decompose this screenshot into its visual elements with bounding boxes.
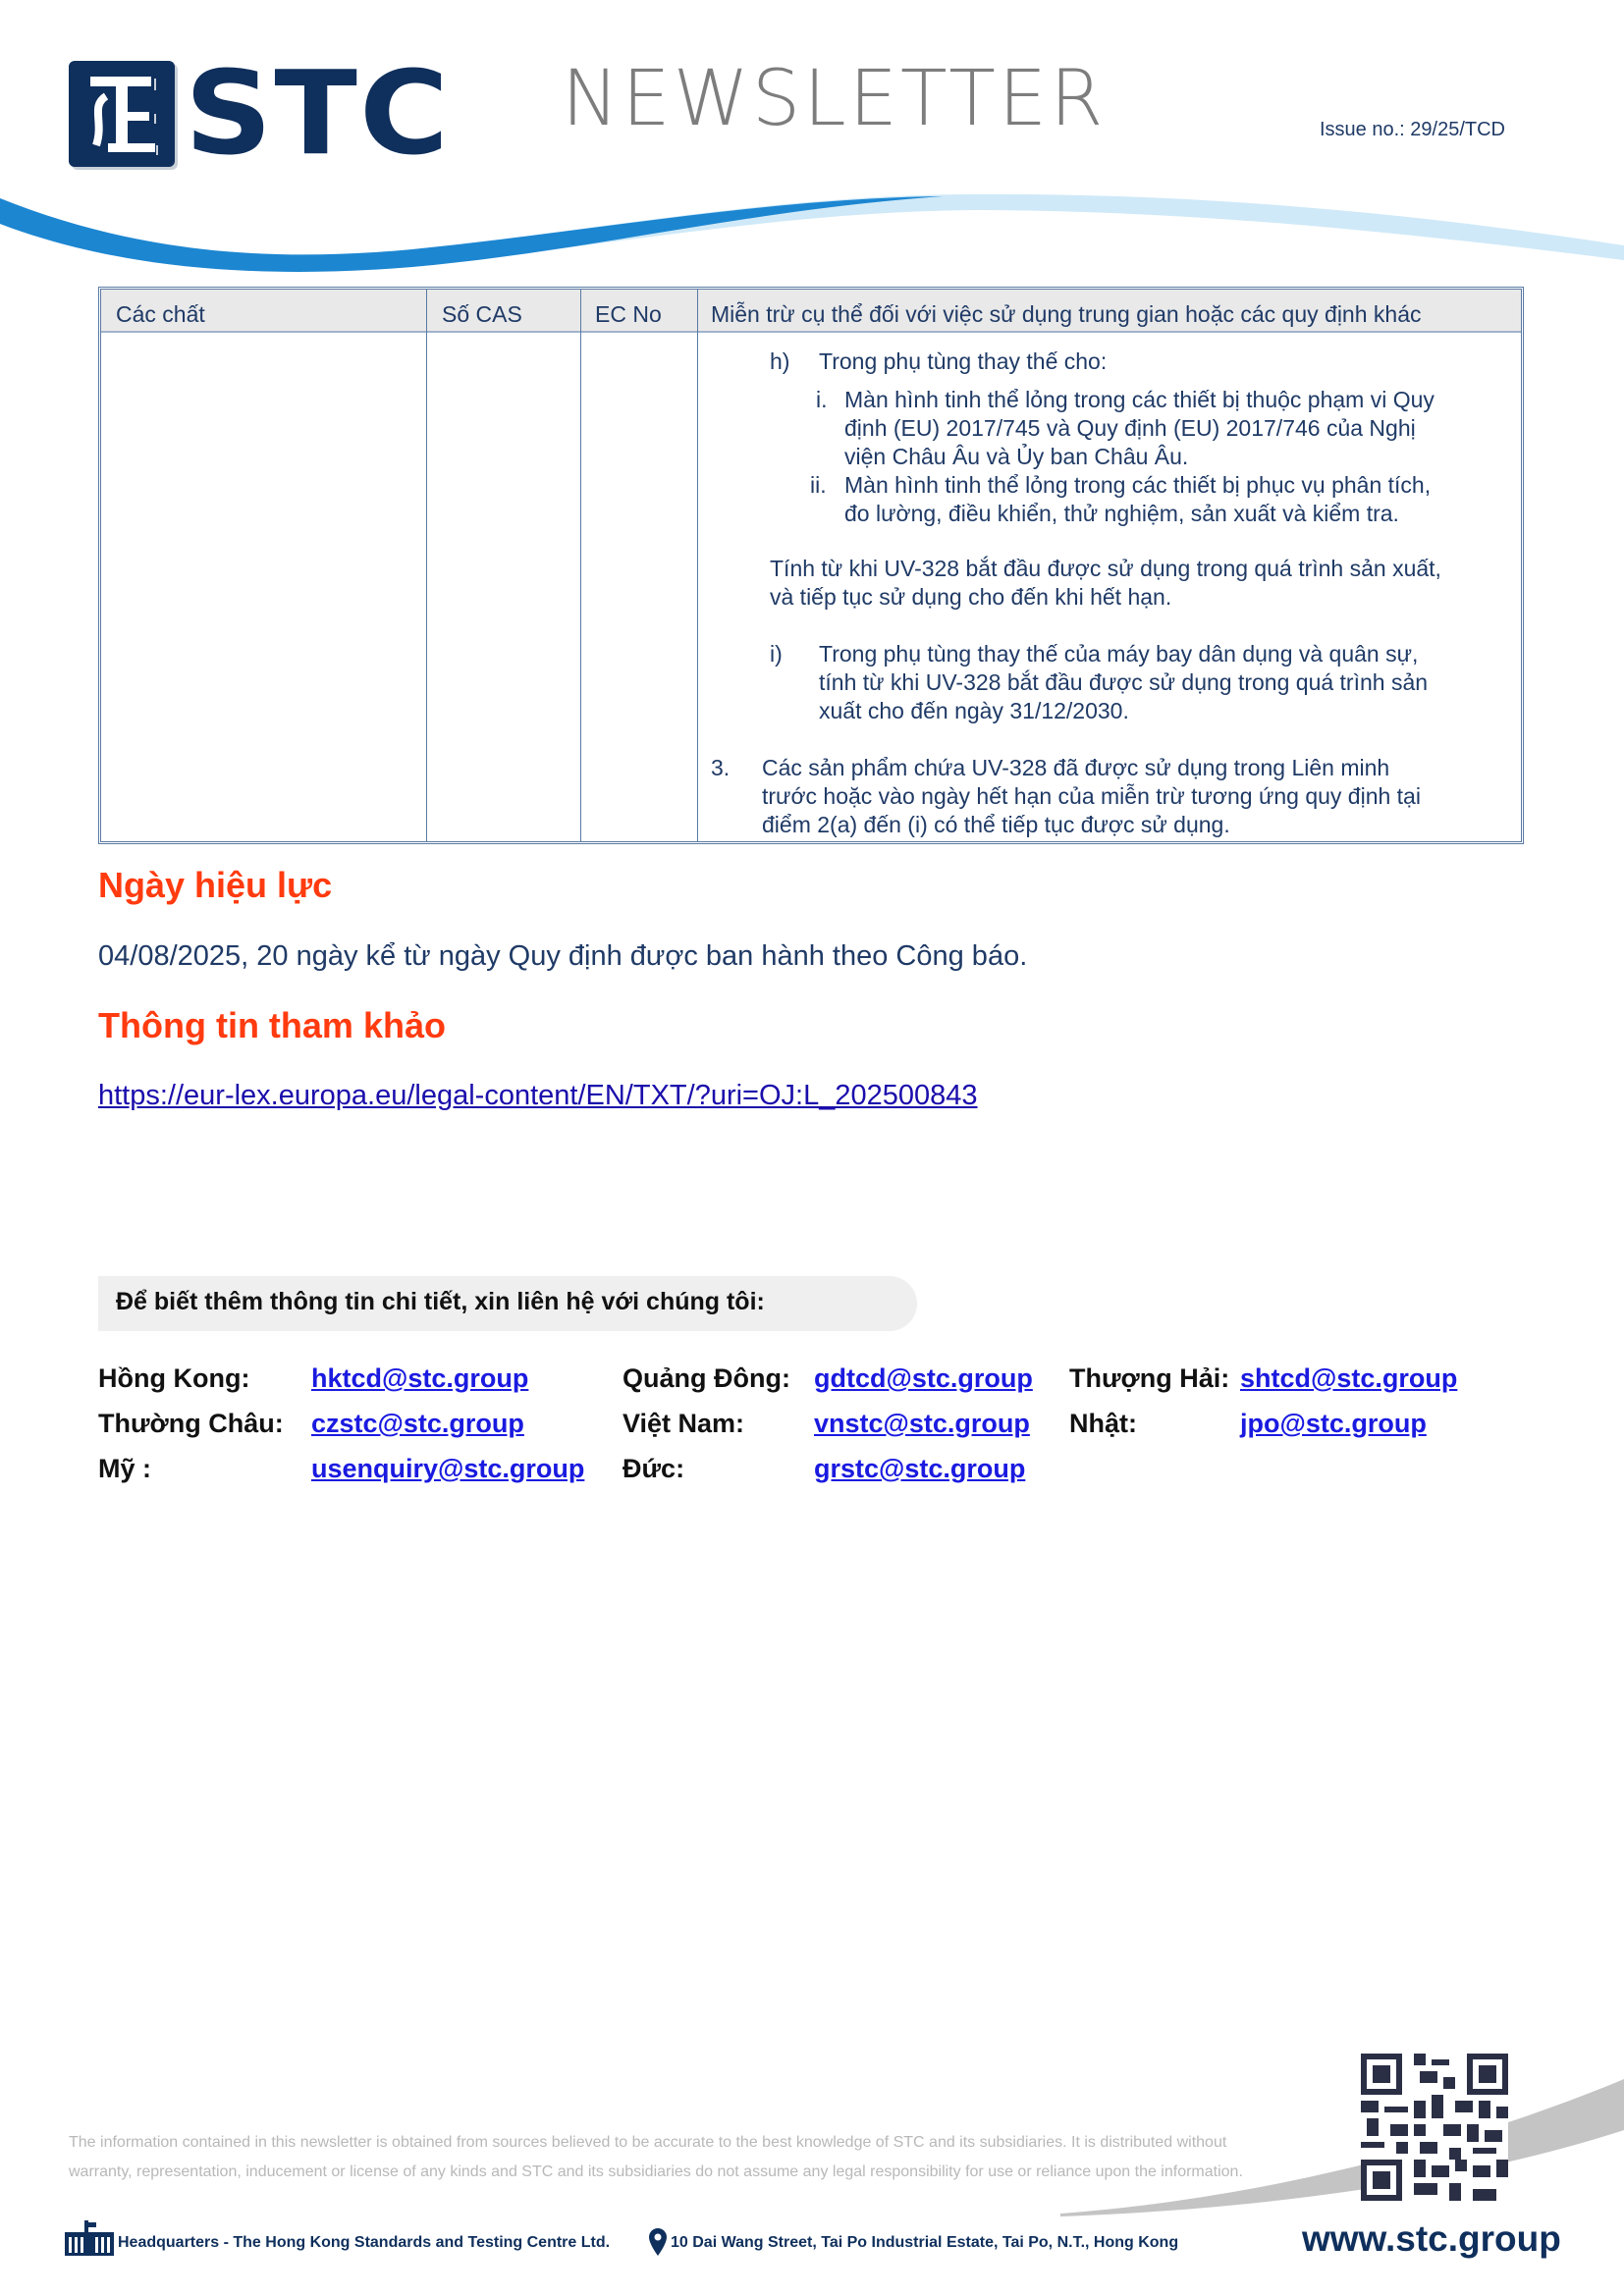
contact-label: Hồng Kong: — [98, 1363, 250, 1393]
contact-banner — [98, 1276, 917, 1331]
contact-label: Nhật: — [1069, 1409, 1137, 1438]
qr-code-icon[interactable] — [1361, 2054, 1508, 2201]
item-i-marker: i) — [770, 641, 783, 667]
header-exemptions: Miễn trừ cụ thể đối với việc sử dụng trung gian hoặc các quy định khác — [711, 301, 1422, 327]
contact-label: Việt Nam: — [623, 1409, 745, 1438]
contact-email-link[interactable]: usenquiry@stc.group — [311, 1454, 585, 1483]
contact-banner-text: Để biết thêm thông tin chi tiết, xin liên hệ với chúng tôi: — [116, 1288, 765, 1315]
disclaimer — [69, 2128, 1306, 2187]
disclaimer-line: warranty, representation, inducement or license of any kinds and STC and its subsidiaries do not assume any legal responsibility for use or reliance upon the information. — [69, 2163, 1243, 2180]
logo-emblem-icon — [69, 61, 175, 167]
text-line: điểm 2(a) đến (i) có thể tiếp tục được sử dụng. — [762, 812, 1230, 837]
item-3-text — [762, 754, 1421, 839]
header-wave-decoration — [0, 177, 1624, 285]
contact-email-link[interactable]: hktcd@stc.group — [311, 1363, 529, 1393]
sub-ii-marker: ii. — [810, 472, 827, 498]
sub-i-marker: i. — [816, 387, 828, 412]
header-cas-number: Số CAS — [442, 301, 522, 327]
contact-label: Đức: — [623, 1454, 685, 1483]
reference-heading: Thông tin tham khảo — [98, 1005, 446, 1045]
contact-email-link[interactable]: jpo@stc.group — [1240, 1409, 1427, 1438]
text-line: trước hoặc vào ngày hết hạn của miễn trừ tương ứng quy định tại — [762, 783, 1421, 809]
newsletter-title: NEWSLETTER — [562, 55, 1107, 143]
disclaimer-line: The information contained in this newsletter is obtained from sources believed to be accurate to the best knowledge of STC and its subsidiaries. It is distributed without — [69, 2134, 1227, 2151]
column-divider — [697, 290, 698, 841]
item-h-marker: h) — [770, 348, 790, 374]
contact-label: Thượng Hải: — [1069, 1363, 1230, 1393]
text-line: và tiếp tục sử dụng cho đến khi hết hạn. — [770, 584, 1172, 610]
effective-date-text: 04/08/2025, 20 ngày kể từ ngày Quy định được ban hành theo Công báo. — [98, 940, 1028, 972]
effective-date-heading: Ngày hiệu lực — [98, 865, 333, 905]
contact-label: Mỹ : — [98, 1454, 151, 1483]
item-h-text: Trong phụ tùng thay thế cho: — [819, 348, 1108, 374]
header-substances: Các chất — [116, 301, 205, 327]
sub-ii-text — [844, 471, 1431, 528]
column-divider — [580, 290, 581, 841]
contact-label: Thường Châu: — [98, 1409, 284, 1438]
substances-table — [98, 287, 1524, 844]
text-line: định (EU) 2017/745 và Quy định (EU) 2017/746 của Nghị — [844, 415, 1416, 441]
contact-email-link[interactable]: grstc@stc.group — [814, 1454, 1026, 1483]
header-ec-number: EC No — [595, 301, 662, 327]
contact-email-link[interactable]: gdtcd@stc.group — [814, 1363, 1033, 1393]
text-line: viện Châu Âu và Ủy ban Châu Âu. — [844, 444, 1189, 469]
text-line: Các sản phẩm chứa UV-328 đã được sử dụng trong Liên minh — [762, 755, 1390, 780]
reference-link[interactable]: https://eur-lex.europa.eu/legal-content/EN/TXT/?uri=OJ:L_202500843 — [98, 1080, 978, 1111]
website-link[interactable]: www.stc.group — [1302, 2218, 1561, 2259]
since-text — [770, 555, 1441, 612]
text-line: Màn hình tinh thể lỏng trong các thiết bị thuộc phạm vi Quy — [844, 387, 1435, 412]
contact-email-link[interactable]: vnstc@stc.group — [814, 1409, 1030, 1438]
text-line: tính từ khi UV-328 bắt đầu được sử dụng trong quá trình sản — [819, 669, 1429, 695]
contact-label: Quảng Đông: — [623, 1363, 790, 1393]
item-3-marker: 3. — [711, 755, 731, 780]
text-line: Trong phụ tùng thay thế của máy bay dân dụng và quân sự, — [819, 641, 1419, 667]
headquarters-building-icon — [65, 2220, 114, 2256]
address-text: 10 Dai Wang Street, Tai Po Industrial Estate, Tai Po, N.T., Hong Kong — [671, 2234, 1179, 2251]
stc-logo-text: STC — [185, 45, 451, 181]
contact-email-link[interactable]: czstc@stc.group — [311, 1409, 524, 1438]
text-line: xuất cho đến ngày 31/12/2030. — [819, 698, 1129, 723]
sub-i-text — [844, 386, 1435, 471]
column-divider — [426, 290, 427, 841]
issue-number: Issue no.: 29/25/TCD — [1320, 119, 1505, 140]
headquarters-text: Headquarters - The Hong Kong Standards and Testing Centre Ltd. — [118, 2234, 611, 2251]
text-line: Màn hình tinh thể lỏng trong các thiết bị phục vụ phân tích, — [844, 472, 1432, 498]
item-i-text — [819, 640, 1428, 725]
stc-logo-mark — [69, 61, 175, 167]
text-line: đo lường, điều khiển, thử nghiệm, sản xuất và kiểm tra. — [844, 501, 1399, 526]
contact-email-link[interactable]: shtcd@stc.group — [1240, 1363, 1458, 1393]
text-line: Tính từ khi UV-328 bắt đầu được sử dụng trong quá trình sản xuất, — [770, 556, 1441, 581]
location-pin-icon — [649, 2228, 667, 2256]
